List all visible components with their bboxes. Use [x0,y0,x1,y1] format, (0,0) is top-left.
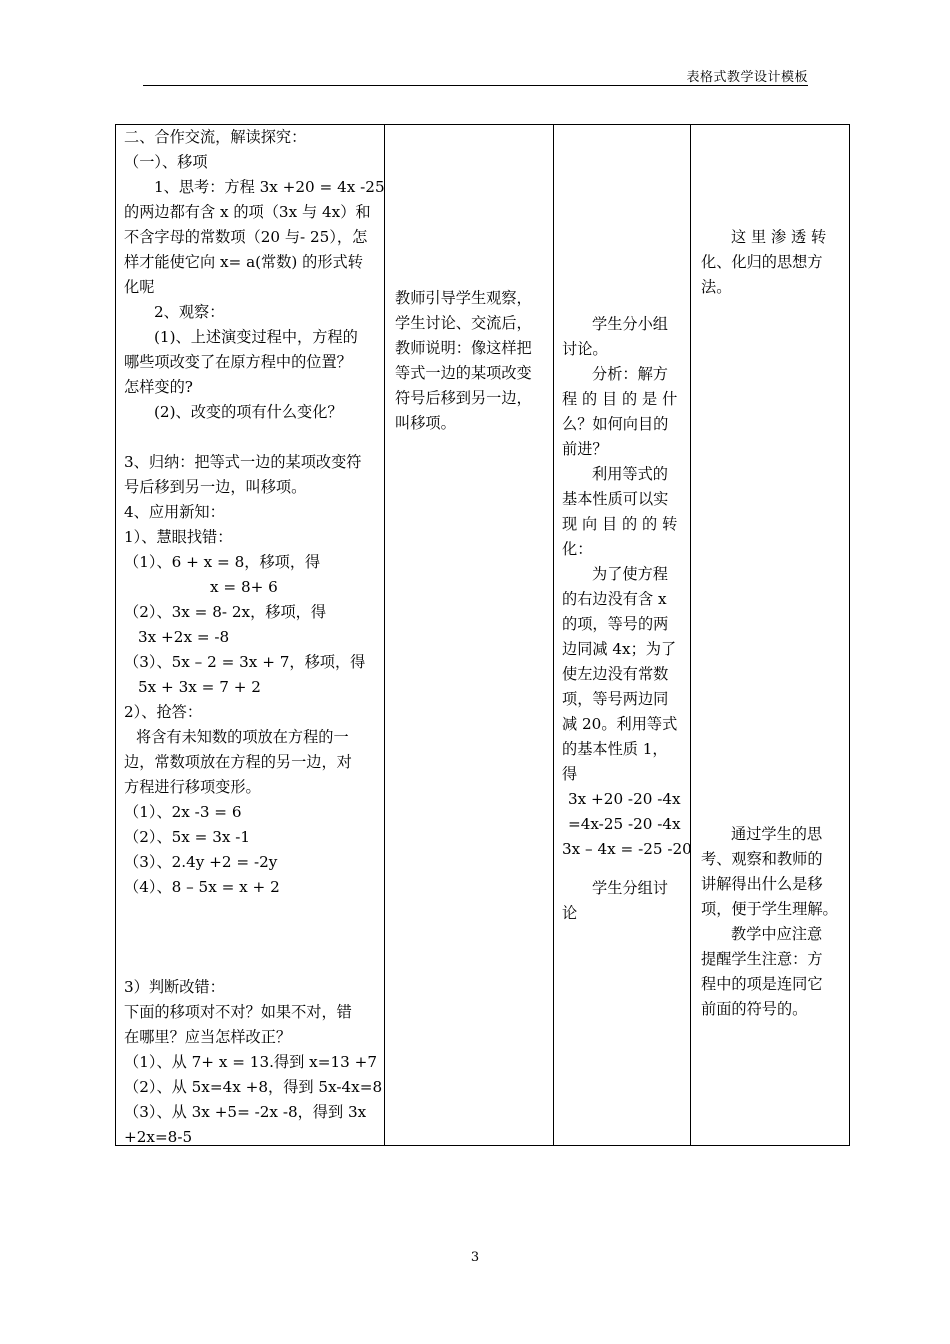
equation-line: =4x-25 -20 -4x [568,815,681,833]
text-line: （1）、2x -3 = 6 [124,803,242,821]
text-line: 怎样变的? [124,378,193,396]
text-line: 2）、抢答： [124,703,203,721]
text-line: 通过学生的思 [731,825,823,843]
equation-line: 3x +20 -20 -4x [568,790,681,808]
spacer [124,425,379,450]
text-line: 样才能使它向 x= a(常数) 的形式转 [124,253,363,271]
text-line: 将含有未知数的项放在方程的一 [136,728,349,746]
text-line: （2）、从 5x=4x +8，得到 5x-4x=8 [124,1078,383,1096]
spacer [562,862,684,876]
text-line: 边，常数项放在方程的另一边，对 [124,753,352,771]
text-line: 哪些项改变了在原方程中的位置？ [124,353,352,371]
text-line: 论 [562,904,578,922]
header-title: 表格式教学设计模板 [686,70,808,85]
text-line: 现 向 目 的 的 转 [562,515,678,533]
text-line: 分析：解方 [592,365,668,383]
text-line: 号后移到另一边，叫移项。 [124,478,307,496]
text-line: 程中的项是连同它 [701,975,823,993]
text-line: 么？如何向目的 [562,415,669,433]
text-line: 化： [562,540,593,558]
text-line: （3）、从 3x +5= -2x -8，得到 3x [124,1103,367,1121]
text-line: 的项，等号的两 [562,615,669,633]
text-line: 学生分组讨 [592,879,668,897]
section-heading: 二、合作交流，解读探究： [124,128,307,146]
text-line: 的两边都有含 x 的项（3x 与 4x）和 [124,203,371,221]
text-line: 考、观察和教师的 [701,850,823,868]
lesson-table [115,124,850,1146]
text-line: 学生讨论、交流后， [395,314,532,332]
text-line: 1、思考：方程 3x +20 = 4x -25 [154,178,385,196]
text-line: 得 [562,765,578,783]
text-line: 4、应用新知： [124,503,225,521]
text-line: 的基本性质 1， [562,740,668,758]
header-rule [143,85,808,86]
equation-line: 3x – 4x = -25 -20 [562,840,692,858]
text-line: (2)、改变的项有什么变化？ [154,403,343,421]
column-content [116,125,384,1145]
text-line: 讨论。 [562,340,608,358]
text-line: 使左边没有常数 [562,665,669,683]
text-line: +2x=8-5 [124,1128,193,1146]
text-line: 5x + 3x = 7 + 2 [138,678,261,696]
text-line: 的右边没有含 x [562,590,667,608]
text-line: （1）、6 + x = 8，移项，得 [124,553,321,571]
text-line: (1)、上述演变过程中，方程的 [154,328,358,346]
spacer [124,950,379,975]
text-line: 不含字母的常数项（20 与- 25），怎 [124,228,368,246]
column-design-intent [690,125,849,1145]
text-line: 2、观察： [154,303,225,321]
text-line: 程 的 目 的 是 什 [562,390,678,408]
spacer [124,900,379,925]
text-line: 叫移项。 [395,414,456,432]
text-line: 3、归纳：把等式一边的某项改变符 [124,453,362,471]
text-line: 前面的符号的。 [701,1000,808,1018]
text-line: 3）判断改错： [124,978,225,996]
text-line: （4）、8 – 5x = x + 2 [124,878,280,896]
text-line: 项，等号两边同 [562,690,669,708]
text-line: 教师引导学生观察， [395,289,532,307]
text-line: 在哪里？应当怎样改正？ [124,1028,292,1046]
column-teacher-activity [384,125,553,1145]
text-line: 基本性质可以实 [562,490,669,508]
text-line: 化、化归的思想方 [701,253,823,271]
text-line: （1）、从 7+ x = 13.得到 x=13 +7 [124,1053,377,1071]
text-line: （2）、3x = 8- 2x，移项，得 [124,603,327,621]
text-line: 边同减 4x；为了 [562,640,677,658]
text-line: 前进？ [562,440,608,458]
text-line: 这 里 渗 透 转 [731,228,827,246]
text-line: 下面的移项对不对？如果不对，错 [124,1003,352,1021]
text-line: 1）、慧眼找错： [124,528,233,546]
text-line: （3）、5x – 2 = 3x + 7，移项，得 [124,653,366,671]
subsection-heading: （一）、移项 [124,153,208,171]
text-line: 符号后移到另一边， [395,389,532,407]
text-line: 方程进行移项变形。 [124,778,261,796]
text-line: 减 20。利用等式 [562,715,678,733]
text-line: 提醒学生注意：方 [701,950,823,968]
text-line: 法。 [701,278,732,296]
text-line: 教师说明：像这样把 [395,339,532,357]
text-line: （3）、2.4y +2 = -2y [124,853,278,871]
text-line: 等式一边的某项改变 [395,364,532,382]
spacer [124,925,379,950]
text-line: 教学中应注意 [731,925,823,943]
text-line: （2）、5x = 3x -1 [124,828,251,846]
text-line: 讲解得出什么是移 [701,875,823,893]
column-student-activity [553,125,690,1145]
text-line: 项，便于学生理解。 [701,900,838,918]
text-line: 学生分小组 [592,315,668,333]
text-line: 为了使方程 [592,565,668,583]
text-line: x = 8+ 6 [210,578,278,596]
page-number: 3 [470,1250,480,1265]
text-line: 利用等式的 [592,465,668,483]
text-line: 化呢 [124,278,155,296]
text-line: 3x +2x = -8 [138,628,230,646]
